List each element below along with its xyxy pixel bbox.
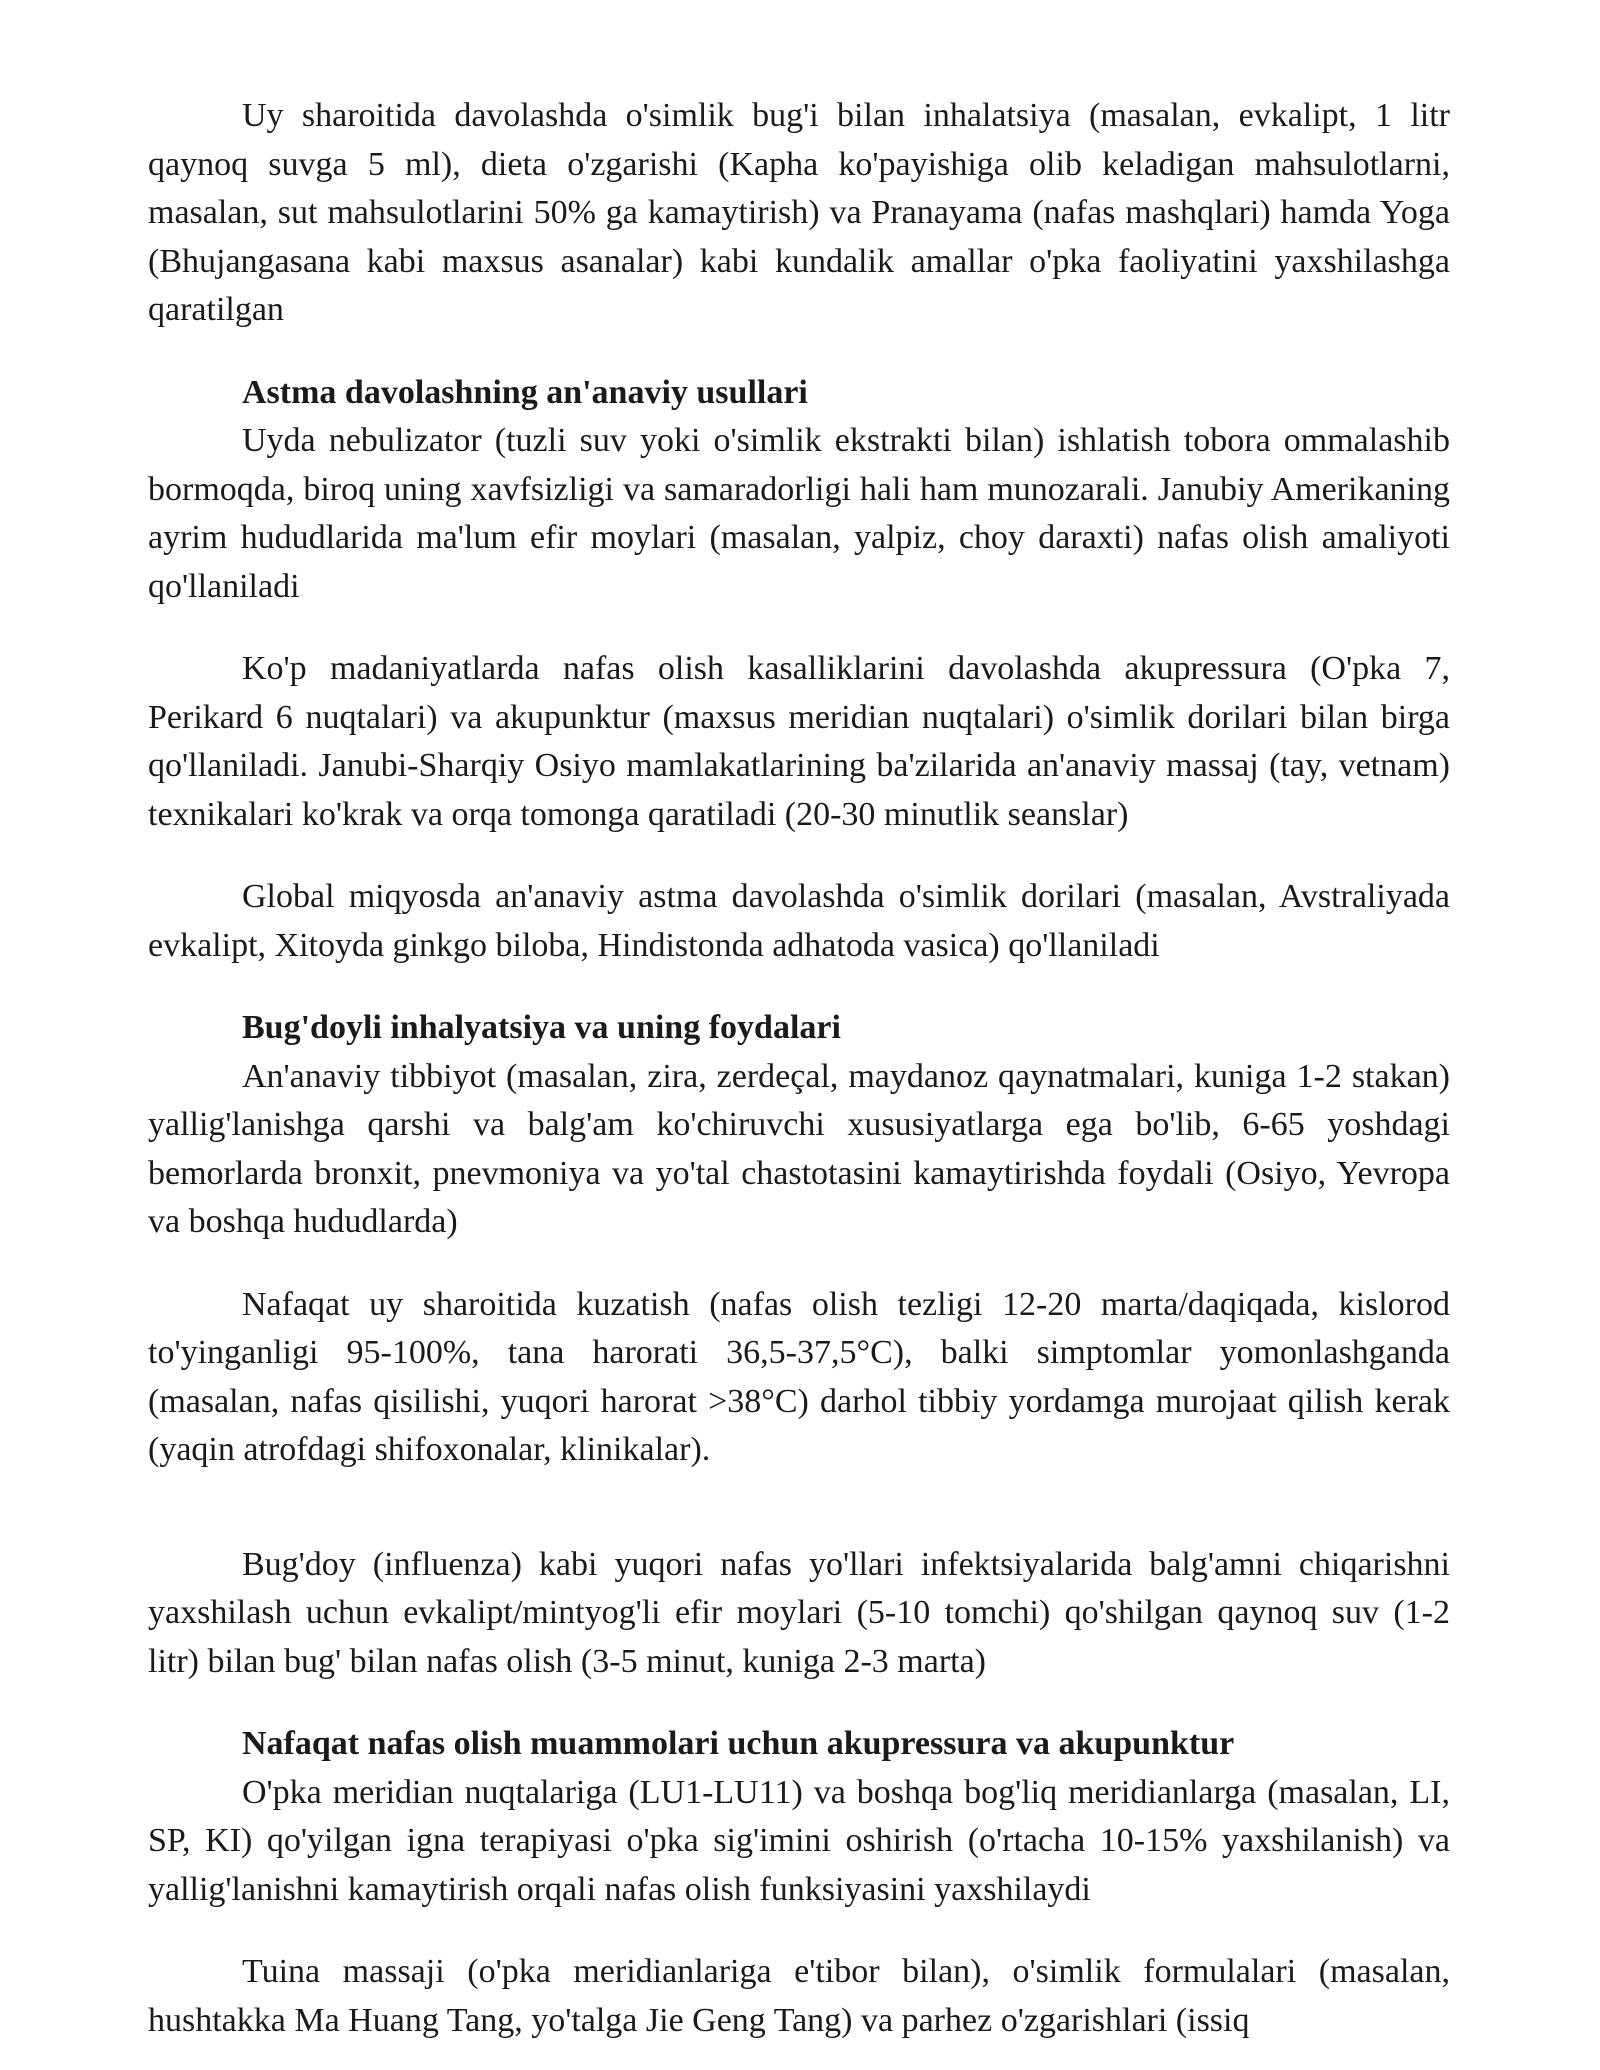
spacer [148,1247,1450,1281]
paragraph-influenza-steam: Bug'doy (influenza) kabi yuqori nafas yo'llari infektsiyalarida balg'amni chiqarishni yaxshilash uchun evkalipt/mintyog'li efir moylari (5-10 tomchi) qo'shilgan qaynoq suv (1-2 litr) bilan bug' bilan nafas olish (3-5 minut, kuniga 2-3 marta) [148,1545,1450,1680]
heading-acupuncture: Nafaqat nafas olish muammolari uchun akupressura va akupunktur [242,1725,1235,1762]
spacer [148,970,1450,1004]
paragraph-lung-meridian: O'pka meridian nuqtalariga (LU1-LU11) va boshqa bog'liq meridianlarga (masalan, LI, SP, KI) qo'yilgan igna terapiyasi o'pka sig'imini oshirish (o'rtacha 10-15% yaxshilanish) va yallig'lanishni kamaytirish orqali nafas olish funksiyasini yaxshilaydi [148,1773,1450,1908]
paragraph-home-monitoring: Nafaqat uy sharoitida kuzatish (nafas olish tezligi 12-20 marta/daqiqada, kislorod to'yinganligi 95-100%, tana harorati 36,5-37,5°C), balki simptomlar yomonlashganda (masalan, nafas qisilishi, yuqori harorat >38°C) darhol tibbiy yordamga murojaat qilish kerak (yaqin atrofdagi shifoxonalar, klinikalar). [148,1285,1450,1468]
paragraph-home-inhalation: Uy sharoitida davolashda o'simlik bug'i bilan inhalatsiya (masalan, evkalipt, 1 litr qaynoq suvga 5 ml), dieta o'zgarishi (Kapha ko'payishiga olib keladigan mahsulotlarni, masalan, sut mahsulotlarini 50% ga kamaytirish) va Pranayama (nafas mashqlari) hamda Yoga (Bhujangasana kabi maxsus asanalar) kabi kundalik amallar o'pka faoliyatini yaxshilashga qaratilgan [148,97,1450,328]
spacer [148,1686,1450,1720]
paragraph-nebulizer: Uyda nebulizator (tuzli suv yoki o'simlik ekstrakti bilan) ishlatish tobora ommalashib bormoqda, biroq uning xavfsizligi va samaradorligi hali ham munozarali. Janubiy Amerikaning ayrim hududlarida ma'lum efir moylari (masalan, yalpiz, choy daraxti) nafas olish amaliyoti qo'llaniladi [148,422,1450,605]
paragraph-acupressure-cultures: Ko'p madaniyatlarda nafas olish kasalliklarini davolashda akupressura (O'pka 7, Perikard 6 nuqtalari) va akupunktur (maxsus meridian nuqtalari) o'simlik dorilari bilan birga qo'llaniladi. Janubi-Sharqiy Osiyo mamlakatlarining ba'zilarida an'anaviy massaj (tay, vetnam) texnikalari ko'krak va orqa tomonga qaratiladi (20-30 minutlik seanslar) [148,650,1450,833]
spacer [148,1914,1450,1948]
spacer [148,839,1450,873]
paragraph-global-herbal: Global miqyosda an'anaviy astma davolashda o'simlik dorilari (masalan, Avstraliyada evkalipt, Xitoyda ginkgo biloba, Hindistonda adhatoda vasica) qo'llaniladi [148,878,1450,964]
heading-asthma-traditional: Astma davolashning an'anaviy usullari [242,373,808,411]
heading-steam-inhalation: Bug'doyli inhalyatsiya va uning foydalari [242,1009,841,1046]
paragraph-traditional-medicine: An'anaviy tibbiyot (masalan, zira, zerdeçal, maydanoz qaynatmalari, kuniga 1-2 stakan) yallig'lanishga qarshi va balg'am ko'chiruvchi xususiyatlarga ega bo'lib, 6-65 yoshdagi bemorlarda bronxit, pnevmoniya va yo'tal chastotasini kamaytirishda foydali (Osiyo, Yevropa va boshqa hududlarda) [148,1057,1450,1240]
paragraph-tuina-massage: Tuina massaji (o'pka meridianlariga e'tibor bilan), o'simlik formulalari (masalan, hushtakka Ma Huang Tang, yo'talga Jie Geng Tang) va parhez o'zgarishlari (issiq [148,1953,1450,2039]
spacer [148,1475,1450,1541]
document-page [148,92,1450,2045]
spacer [148,335,1450,369]
spacer [148,611,1450,645]
